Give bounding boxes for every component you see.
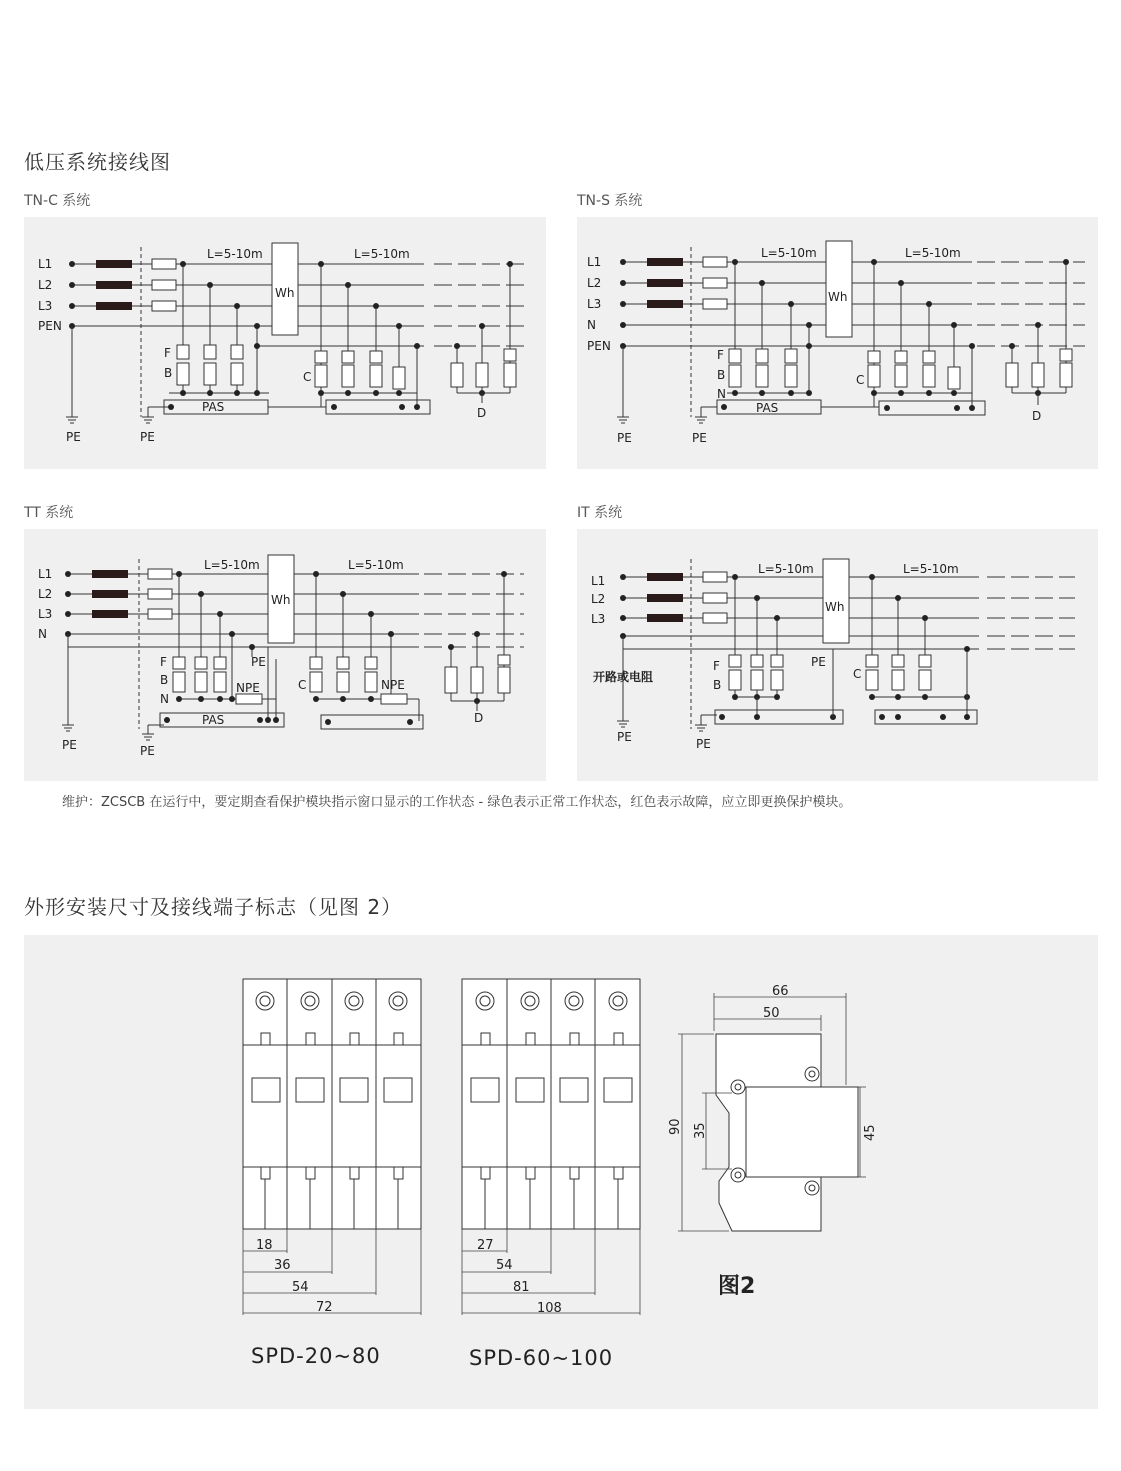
pe-label-1: PE xyxy=(617,730,632,744)
label-b: B xyxy=(713,678,722,692)
length-label-1: L=5-10m xyxy=(204,558,260,572)
diagram-tns xyxy=(577,217,1098,469)
diagram-title-it: IT 系统 xyxy=(577,505,623,521)
line-label-l2: L2 xyxy=(587,276,602,290)
label-open-or-resistor: 开路或电阻 xyxy=(593,670,654,684)
meter-label: Wh xyxy=(271,593,291,607)
line-label-n: N xyxy=(587,318,596,332)
dim-81: 81 xyxy=(513,1280,530,1295)
label-pas: PAS xyxy=(202,713,225,727)
label-c: C xyxy=(298,678,307,692)
label-npe-2: NPE xyxy=(381,678,405,692)
pe-label-2: PE xyxy=(140,744,155,758)
label-d: D xyxy=(1032,409,1042,423)
spd-20-80-label: SPD-20~80 xyxy=(251,1344,381,1368)
dim-54b: 54 xyxy=(496,1258,513,1273)
diagram-tnc xyxy=(24,217,546,469)
line-label-l1: L1 xyxy=(38,257,53,271)
dim-35: 35 xyxy=(693,1122,708,1139)
pe-label-1: PE xyxy=(617,431,632,445)
label-n: N xyxy=(717,387,726,401)
meter-label: Wh xyxy=(825,600,845,614)
diagram-title-tnc: TN-C 系统 xyxy=(24,193,91,209)
label-d: D xyxy=(477,406,487,420)
spd-20-80-drawing xyxy=(243,979,421,1368)
dimension-drawing-panel xyxy=(24,935,1098,1409)
pe-label-2: PE xyxy=(696,737,711,751)
label-f: F xyxy=(160,655,167,669)
line-label-l2: L2 xyxy=(38,278,53,292)
section-title-dimensions: 外形安装尺寸及接线端子标志（见图 2） xyxy=(24,895,403,919)
label-pas: PAS xyxy=(756,401,779,415)
dim-27: 27 xyxy=(477,1238,494,1253)
line-label-l1: L1 xyxy=(591,574,606,588)
label-d: D xyxy=(474,711,484,725)
label-f: F xyxy=(717,348,724,362)
label-b: B xyxy=(160,673,169,687)
dim-18: 18 xyxy=(256,1238,273,1253)
dim-90: 90 xyxy=(668,1118,683,1135)
diagram-title-tns: TN-S 系统 xyxy=(577,193,643,209)
line-label-l2: L2 xyxy=(38,587,53,601)
dim-66: 66 xyxy=(772,984,789,999)
diagram-tt xyxy=(24,529,546,781)
label-pas: PAS xyxy=(202,400,225,414)
dim-45: 45 xyxy=(863,1124,878,1141)
length-label-2: L=5-10m xyxy=(905,246,961,260)
length-label-2: L=5-10m xyxy=(903,562,959,576)
line-label-n: N xyxy=(38,627,47,641)
spd-60-100-drawing xyxy=(462,979,640,1370)
length-label-2: L=5-10m xyxy=(348,558,404,572)
dim-50: 50 xyxy=(763,1006,780,1021)
diagram-it xyxy=(577,529,1098,781)
meter-label: Wh xyxy=(275,286,295,300)
line-label-l3: L3 xyxy=(591,612,606,626)
length-label-2: L=5-10m xyxy=(354,247,410,261)
line-label-pen: PEN xyxy=(587,339,611,353)
dim-36: 36 xyxy=(274,1258,291,1273)
label-c: C xyxy=(856,373,865,387)
pe-label-2: PE xyxy=(140,430,155,444)
diagram-title-tt: TT 系统 xyxy=(24,505,74,521)
pe-label-1: PE xyxy=(62,738,77,752)
label-f: F xyxy=(164,346,171,360)
label-c: C xyxy=(853,667,862,681)
label-c: C xyxy=(303,370,312,384)
label-pe-top: PE xyxy=(811,655,826,669)
label-pe-top: PE xyxy=(251,655,266,669)
meter-label: Wh xyxy=(828,290,848,304)
dim-72: 72 xyxy=(316,1300,333,1315)
length-label-1: L=5-10m xyxy=(758,562,814,576)
line-label-l3: L3 xyxy=(38,607,53,621)
line-label-l3: L3 xyxy=(587,297,602,311)
figure-label: 图2 xyxy=(718,1274,756,1299)
line-label-l3: L3 xyxy=(38,299,53,313)
length-label-1: L=5-10m xyxy=(207,247,263,261)
label-f: F xyxy=(713,659,720,673)
label-b: B xyxy=(164,366,173,380)
line-label-l1: L1 xyxy=(38,567,53,581)
length-label-1: L=5-10m xyxy=(761,246,817,260)
dim-108: 108 xyxy=(537,1301,562,1316)
line-label-pen: PEN xyxy=(38,319,62,333)
label-npe-1: NPE xyxy=(236,681,260,695)
section-title-wiring: 低压系统接线图 xyxy=(24,150,171,174)
line-label-l1: L1 xyxy=(587,255,602,269)
line-label-l2: L2 xyxy=(591,592,606,606)
dim-54: 54 xyxy=(292,1280,309,1295)
maintenance-note: 维护：ZCSCB 在运行中，要定期查看保护模块指示窗口显示的工作状态 - 绿色表示正常工作状态，红色表示故障，应立即更换保护模块。 xyxy=(62,795,852,810)
spd-60-100-label: SPD-60~100 xyxy=(469,1346,614,1370)
label-b: B xyxy=(717,368,726,382)
side-view-drawing xyxy=(668,984,878,1299)
pe-label-1: PE xyxy=(66,430,81,444)
pe-label-2: PE xyxy=(692,431,707,445)
label-n: N xyxy=(160,692,169,706)
